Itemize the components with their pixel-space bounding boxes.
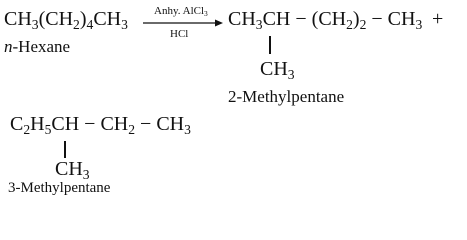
plus-sign: + (432, 8, 444, 30)
reactant-name: n-Hexane (4, 37, 71, 56)
product2-main-chain: $C_2H_5CH - CH_2 - CH_3$ (10, 113, 191, 137)
reactant-formula: $CH_3(CH_2)_4CH_3$ (4, 8, 128, 32)
arrow-condition-top: Anhy. AlCl$_3$ (154, 5, 208, 19)
product1-name: 2-Methylpentane (228, 87, 345, 106)
product2-branch-bond (64, 141, 66, 158)
product2-branch: $CH_3$ (55, 158, 90, 182)
reaction-arrow-icon (143, 19, 223, 27)
product1-main-chain: $CH_3CH - (CH_2)_2 - CH_3$ (228, 8, 423, 32)
product1-branch-bond (269, 36, 271, 54)
product2-name: 3-Methylpentane (8, 180, 111, 196)
arrow-condition-bottom: HCl (170, 28, 189, 40)
product1-branch: $CH_3$ (260, 58, 295, 82)
